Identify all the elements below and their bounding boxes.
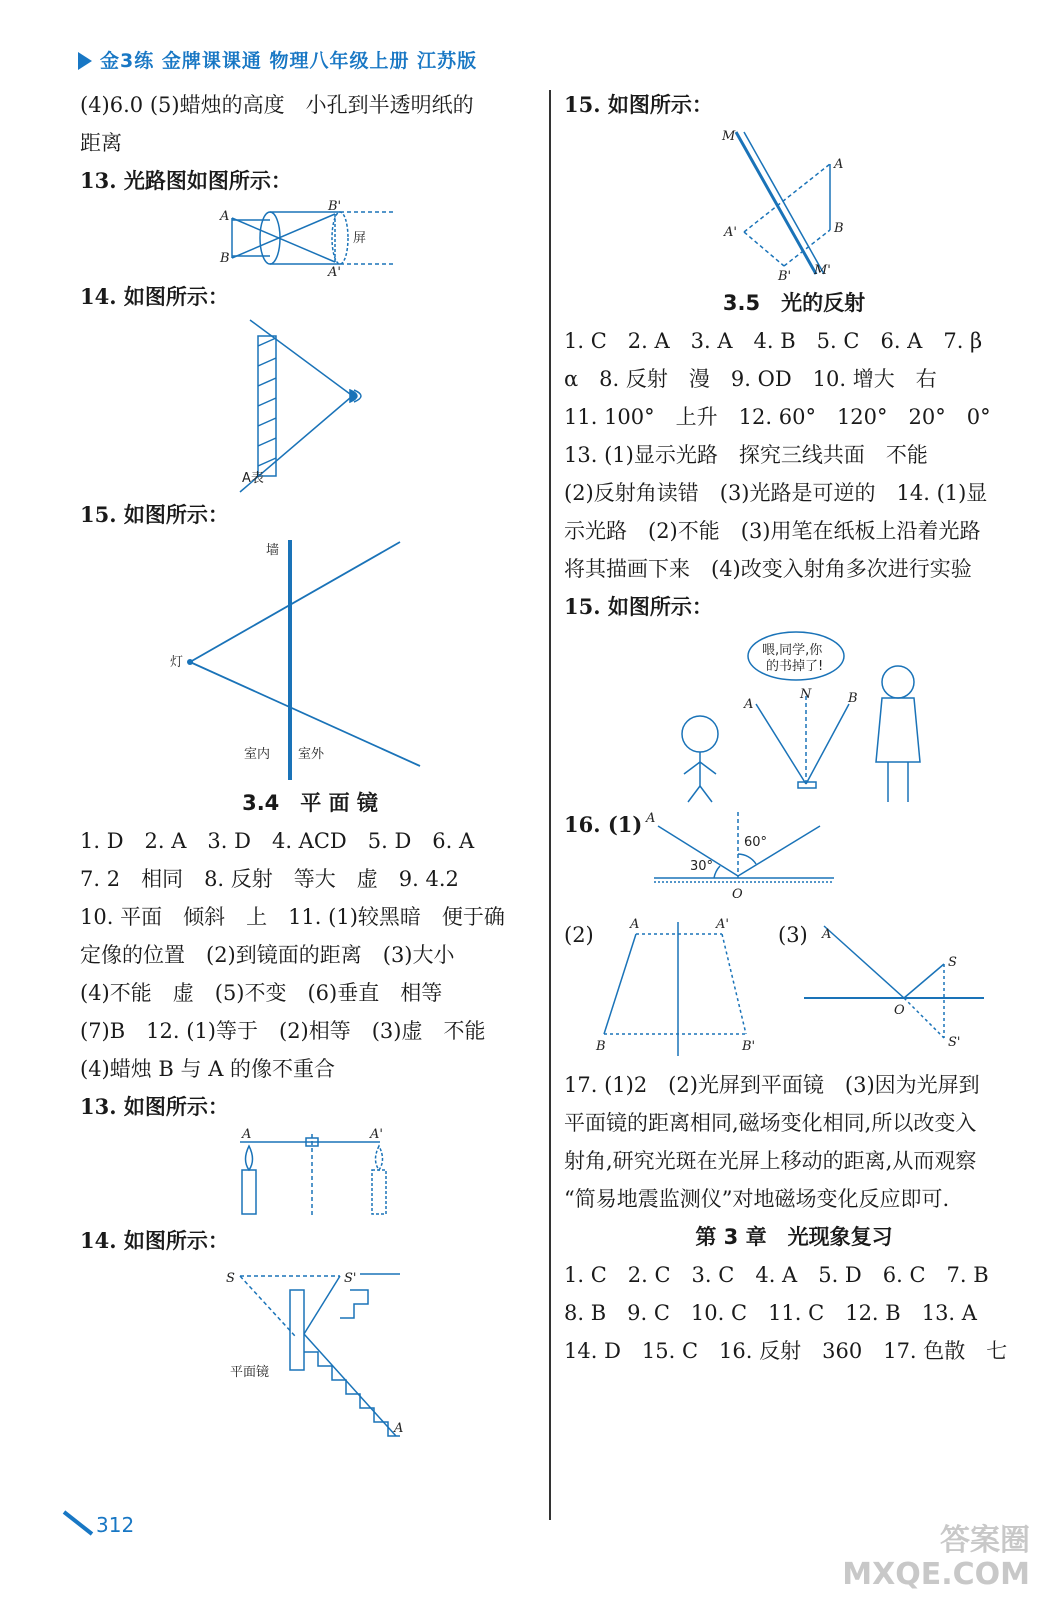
pencil-icon (62, 1510, 96, 1536)
right-column (564, 86, 1024, 1370)
mirror-image-figure (704, 124, 884, 284)
candle-figure (220, 1126, 400, 1222)
answer-line: 8. B 9. C 10. C 11. C 12. B 13. A (564, 1301, 977, 1325)
answer-line: 射角,研究光斑在光屏上移动的距离,从而观察 (564, 1149, 977, 1173)
question-label: (3) (778, 923, 808, 947)
label-o: O (894, 1003, 905, 1018)
label-s-prime: S' (948, 1035, 961, 1050)
question-label: 15. 如图所示： (564, 594, 713, 619)
answer-line: 定像的位置 (2)到镜面的距离 (3)大小 (80, 943, 455, 967)
label-a: A (630, 917, 640, 932)
label-b-prime: B' (778, 269, 792, 284)
bubble-line-1: 喂,同学,你 (762, 643, 823, 658)
point-source-figure (804, 916, 994, 1056)
label-a: A (834, 157, 844, 172)
label-b-prime: B' (742, 1039, 756, 1054)
label-angle-30: 30° (690, 859, 714, 874)
question-label: 13. 光路图如图所示： (80, 168, 292, 193)
label-m-prime: M' (814, 263, 831, 278)
label-mirror: 平面镜 (230, 1365, 270, 1380)
answer-line: 将其描画下来 (4)改变入射角多次进行实验 (564, 557, 972, 581)
answer-line: (4)不能 虚 (5)不变 (6)垂直 相等 (80, 981, 443, 1005)
section-heading: 3.5 光的反射 (722, 291, 866, 315)
question-label: 14. 如图所示： (80, 1228, 229, 1253)
label-a-prime: A' (716, 917, 729, 932)
answer-line: 1. D 2. A 3. D 4. ACD 5. D 6. A (80, 829, 475, 853)
watermark (842, 1524, 1030, 1592)
column-divider (549, 90, 551, 1520)
cartoon-figure (644, 626, 944, 806)
label-b: B (596, 1039, 606, 1054)
section-heading: 3.4 平 面 镜 (242, 791, 378, 815)
label-o: O (732, 887, 743, 902)
answer-line: (7)B 12. (1)等于 (2)相等 (3)虚 不能 (80, 1019, 486, 1043)
answer-line: 示光路 (2)不能 (3)用笔在纸板上沿着光路 (564, 519, 981, 543)
bubble-line-2: 的书掉了! (766, 659, 824, 674)
question-label: 14. 如图所示： (80, 284, 229, 309)
header-title: 金3练 金牌课课通 物理八年级上册 江苏版 (100, 50, 478, 72)
label-indoor: 室内 (244, 747, 271, 762)
label-table: A表 (242, 471, 264, 486)
answer-line: 13. (1)显示光路 探究三线共面 不能 (564, 443, 928, 467)
label-outdoor: 室外 (298, 747, 325, 762)
answer-line: 10. 平面 倾斜 上 11. (1)较黑暗 便于确 (80, 905, 505, 929)
label-screen: 屏 (353, 231, 367, 246)
lamp-dot (187, 659, 193, 665)
question-label: 16. (1) (564, 812, 643, 837)
label-b: B (220, 251, 230, 266)
label-a-prime: A' (724, 225, 737, 240)
pinhole-figure (210, 200, 410, 278)
label-a: A (220, 209, 230, 224)
answer-line: 7. 2 相同 8. 反射 等大 虚 9. 4.2 (80, 867, 459, 891)
label-b-prime: B' (328, 200, 342, 214)
page-header (78, 46, 477, 73)
q16-row-2 (564, 916, 1024, 1066)
question-label: (2) (564, 923, 594, 947)
page-number-text: 312 (96, 1513, 135, 1537)
label-a-prime: A' (328, 265, 341, 278)
answer-line: “简易地震监测仪”对地磁场变化反应即可. (564, 1187, 950, 1211)
label-a: A (744, 697, 754, 712)
label-a: A (394, 1421, 404, 1436)
reflection-angle-figure (644, 806, 844, 906)
label-a-prime: A' (370, 1127, 383, 1142)
label-a: A (822, 927, 832, 942)
label-n: N (800, 687, 812, 702)
label-m: M (722, 129, 736, 144)
label-angle-60: 60° (744, 835, 768, 850)
label-s: S (948, 955, 957, 970)
label-wall: 墙 (266, 543, 280, 558)
answer-line: (4)6.0 (5)蜡烛的高度 小孔到半透明纸的 (80, 93, 474, 117)
question-label: 13. 如图所示： (80, 1094, 229, 1119)
answer-line: 平面镜的距离相同,磁场变化相同,所以改变入 (564, 1111, 977, 1135)
section-heading: 第 3 章 光现象复习 (695, 1225, 893, 1249)
answer-line: 14. D 15. C 16. 反射 360 17. 色散 七 (564, 1339, 1008, 1363)
watermark-line-2: MXQE.COM (842, 1557, 1030, 1592)
question-label: 15. 如图所示： (80, 502, 229, 527)
stair-mirror-figure (200, 1260, 420, 1450)
page-number (62, 1510, 134, 1537)
answer-line: 1. C 2. A 3. A 4. B 5. C 6. A 7. β (564, 329, 983, 353)
answer-line: (2)反射角读错 (3)光路是可逆的 14. (1)显 (564, 481, 988, 505)
label-a: A (646, 811, 656, 826)
answer-line: 1. C 2. C 3. C 4. A 5. D 6. C 7. B (564, 1263, 989, 1287)
label-a: A (242, 1127, 252, 1142)
watermark-line-1: 答案圈 (940, 1523, 1030, 1558)
q16-row (564, 806, 1024, 916)
label-b: B (834, 221, 844, 236)
label-b: B (848, 691, 858, 706)
question-label: 15. 如图所示： (564, 92, 713, 117)
wall-light-figure (170, 534, 450, 784)
answer-line: (4)蜡烛 B 与 A 的像不重合 (80, 1057, 336, 1081)
answer-line: 11. 100° 上升 12. 60° 120° 20° 0° (564, 405, 991, 429)
trapezoid-figure (594, 916, 764, 1061)
answer-line: α 8. 反射 漫 9. OD 10. 增大 右 (564, 367, 937, 391)
answer-line: 17. (1)2 (2)光屏到平面镜 (3)因为光屏到 (564, 1073, 980, 1097)
left-column (80, 86, 540, 1450)
answer-line: 距离 (80, 131, 122, 155)
triangle-icon (78, 52, 92, 70)
label-lamp: 灯 (170, 655, 184, 670)
label-s-prime: S' (344, 1271, 357, 1286)
label-s: S (226, 1271, 235, 1286)
eye-mirror-figure (220, 316, 400, 496)
